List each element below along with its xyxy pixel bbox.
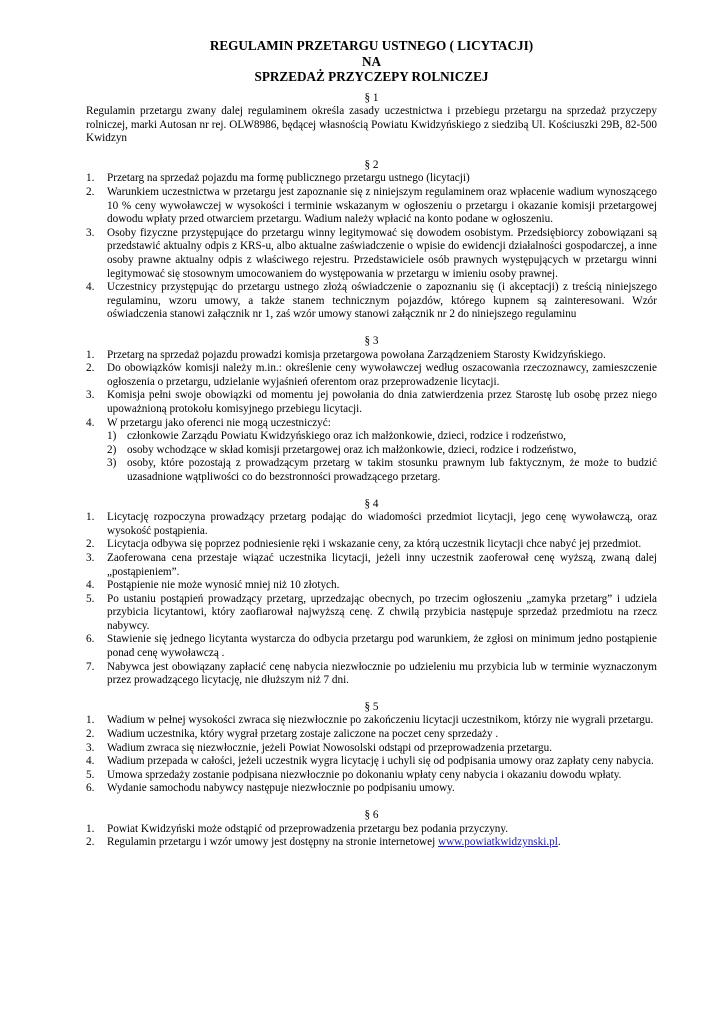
section-6-heading: § 6 [364, 809, 379, 821]
list-item: 4. Uczestnicy przystępując do przetargu ustnego złożą oświadczenie o zapoznaniu się (i akceptacji) z treścią niniejszego regulaminu, wzoru umowy, a także stanem technicznym pojazdów, którego kupnem są zainteresowani. Wzór oświadczenia stanowi załącznik nr 1, zaś wzór umowy stanowi załącznik nr 2 do niniejszego regulaminu [86, 281, 657, 321]
list-item: 1. Powiat Kwidzyński może odstąpić od przeprowadzenia przetargu bez podania przyczyny. [86, 822, 509, 835]
section-3-list [86, 349, 657, 485]
list-item: 1. Licytację rozpoczyna prowadzący przetarg podając do wiadomości przedmiot licytacji, jego cenę wywoławczą, oraz wysokość postąpienia. [86, 511, 657, 537]
document-title [86, 38, 657, 85]
section-6-list [86, 823, 657, 850]
section-4-list [86, 511, 657, 688]
list-item: 2. Do obowiązków komisji należy m.in.: określenie ceny wywoławczej według oszacowania rzeczoznawcy, zamieszczenie ogłoszenia o przetargu, udzielanie wyjaśnień oferentom oraz przeprowadzenie licytacji. [86, 362, 657, 388]
list-item: 2. Warunkiem uczestnictwa w przetargu jest zapoznanie się z niniejszym regulaminem oraz wpłacenie wadium wynoszącego 10 % ceny wywoławczej w wysokości i terminie wskazanym w ogłoszeniu o przetargu i okazanie komisji przetargowej dowodu wpłaty przed otwarciem przetargu. Wadium należy wpłacić na konto podane w ogłoszeniu. [86, 186, 657, 226]
list-item: 6. Wydanie samochodu nabywcy następuje niezwłocznie po podpisaniu umowy. [86, 782, 455, 795]
list-item: 2. Wadium uczestnika, który wygrał przetarg zostaje zaliczone na poczet ceny sprzedaży . [86, 728, 499, 741]
sub-list-item: 2) osoby wchodzące w skład komisji przetargowej oraz ich małżonkowie, dzieci, rodzice i rodzeństwo, [107, 443, 577, 456]
title-line-3: SPRZEDAŻ PRZYCZEPY ROLNICZEJ [254, 69, 489, 84]
website-link[interactable]: www.powiatkwidzynski.pl [438, 836, 558, 849]
list-item: 2. Regulamin przetargu i wzór umowy jest dostępny na stronie internetowej www.powiatkwidzynski.pl. [86, 836, 561, 849]
list-item: 3. Zaoferowana cena przestaje wiązać uczestnika licytacji, jeżeli inny uczestnik zaoferował cenę wyższą, zwaną dalej „postąpieniem”. [86, 551, 657, 578]
section-2-heading: § 2 [364, 158, 379, 171]
list-item: 5. Po ustaniu postąpień prowadzący przetarg, uprzedzając obecnych, po trzecim ogłoszeniu „zamyka przetarg” i udziela przybicia licytantowi, który zaofiarował najwyższą cenę. Z chwilą przybicia następuje sprzedaż przedmiotu na rzecz nabywcy. [86, 592, 657, 632]
section-2-list [86, 172, 657, 322]
list-item: 3. Wadium zwraca się niezwłocznie, jeżeli Powiat Nowosolski odstąpi od przeprowadzenia przetargu. [86, 741, 552, 754]
list-item: 1. Wadium w pełnej wysokości zwraca się niezwłocznie po zakończeniu licytacji uczestnikom, którzy nie wygrali przetargu. [86, 714, 654, 727]
section-5-list [86, 714, 657, 796]
list-item: 1. Przetarg na sprzedaż pojazdu prowadzi komisja przetargowa powołana Zarządzeniem Starosty Kwidzyńskiego. [86, 348, 606, 361]
list-item: 3. Komisja pełni swoje obowiązki od momentu jej powołania do dnia zatwierdzenia przez Starostę lub osobę przez niego upoważnioną protokołu komisyjnego przebiegu licytacji. [86, 389, 657, 415]
sub-list-item: 3) osoby, które pozostają z prowadzącym przetarg w takim stosunku prawnym lub faktycznym, że może to budzić uzasadnione wątpliwości co do bezstronności prowadzącego przetarg. [107, 457, 657, 483]
section-5-heading: § 5 [364, 700, 379, 713]
list-item: 4. Postąpienie nie może wynosić mniej niż 10 złotych. [86, 579, 340, 592]
list-item: 5. Umowa sprzedaży zostanie podpisana niezwłocznie po dokonaniu wpłaty ceny nabycia i okazaniu dowodu wpłaty. [86, 768, 622, 781]
title-line-1: REGULAMIN PRZETARGU USTNEGO ( LICYTACJI) [209, 38, 534, 53]
list-item: 1. Przetarg na sprzedaż pojazdu ma formę publicznego przetargu ustnego (licytacji) [86, 172, 470, 185]
list-item: 3. Osoby fizyczne przystępujące do przetargu winny legitymować się dowodem osobistym. Przedsiębiorcy zobowiązani są przedstawić aktualny odpis z KRS-u, albo aktualne zaświadczenie o wpisie do ewidencji działalności gospodarczej, a inne osoby prawne aktualny odpis z właściwego rejestru. Przedstawiciele osób prawnych występujących w przetargu winni legitymować się stosownym umocowaniem do występowania w przetargu w imieniu osoby prawnej. [86, 226, 657, 280]
section-3-heading: § 3 [364, 335, 379, 347]
section-1-text: Regulamin przetargu zwany dalej regulaminem określa zasady uczestnictwa i przebiegu przetargu na sprzedaż przyczepy rolniczej, marki Autosan nr rej. OLW8986, będącej własnością Powiatu Kwidzyńskiego z siedzibą Ul. Kościuszki 29B, 82-500 Kwidzyn [86, 105, 657, 145]
section-4-heading: § 4 [364, 497, 379, 510]
list-item: 4. Wadium przepada w całości, jeżeli uczestnik wygra licytację i uchyli się od podpisania umowy oraz zapłaty ceny nabycia. [86, 755, 654, 768]
list-item: 7. Nabywca jest obowiązany zapłacić cenę nabycia niezwłocznie po udzieleniu mu przybicia lub w terminie wyznaczonym przez prowadzącego licytację, nie dłuższym niż 7 dni. [86, 660, 657, 687]
list-item: 6. Stawienie się jednego licytanta wystarcza do odbycia przetargu pod warunkiem, że zgłosi on minimum jedno postąpienie ponad cenę wywoławczą . [86, 633, 657, 660]
sub-list-item: 1) członkowie Zarządu Powiatu Kwidzyńskiego oraz ich małżonkowie, dzieci, rodzice i rodzeństwo, [107, 430, 566, 443]
list-item: 2. Licytacja odbywa się poprzez podniesienie ręki i wskazanie ceny, za którą uczestnik licytacji chce nabyć jej przedmiot. [86, 538, 642, 551]
section-1-heading: § 1 [364, 91, 379, 104]
list-item: 4. W przetargu jako oferenci nie mogą uczestniczyć: 1) członkowie Zarządu Powiatu Kwidzyńskiego oraz ich małżonkowie, dzieci, rodzice i rodzeństwo, 2) osoby wchodzące w skład komisji przetargowej oraz ich małżonkowie, dzieci, rodzice i rodzeństwo, 3) osoby, które pozostają z prowadzącym przetarg w takim stosunku prawnym lub faktycznym, że może to budzić uzasadnione wątpliwości co do bezstronności prowadzącego przetarg. [86, 416, 657, 483]
section-3-sublist [107, 430, 657, 484]
title-line-2: NA [361, 53, 382, 69]
